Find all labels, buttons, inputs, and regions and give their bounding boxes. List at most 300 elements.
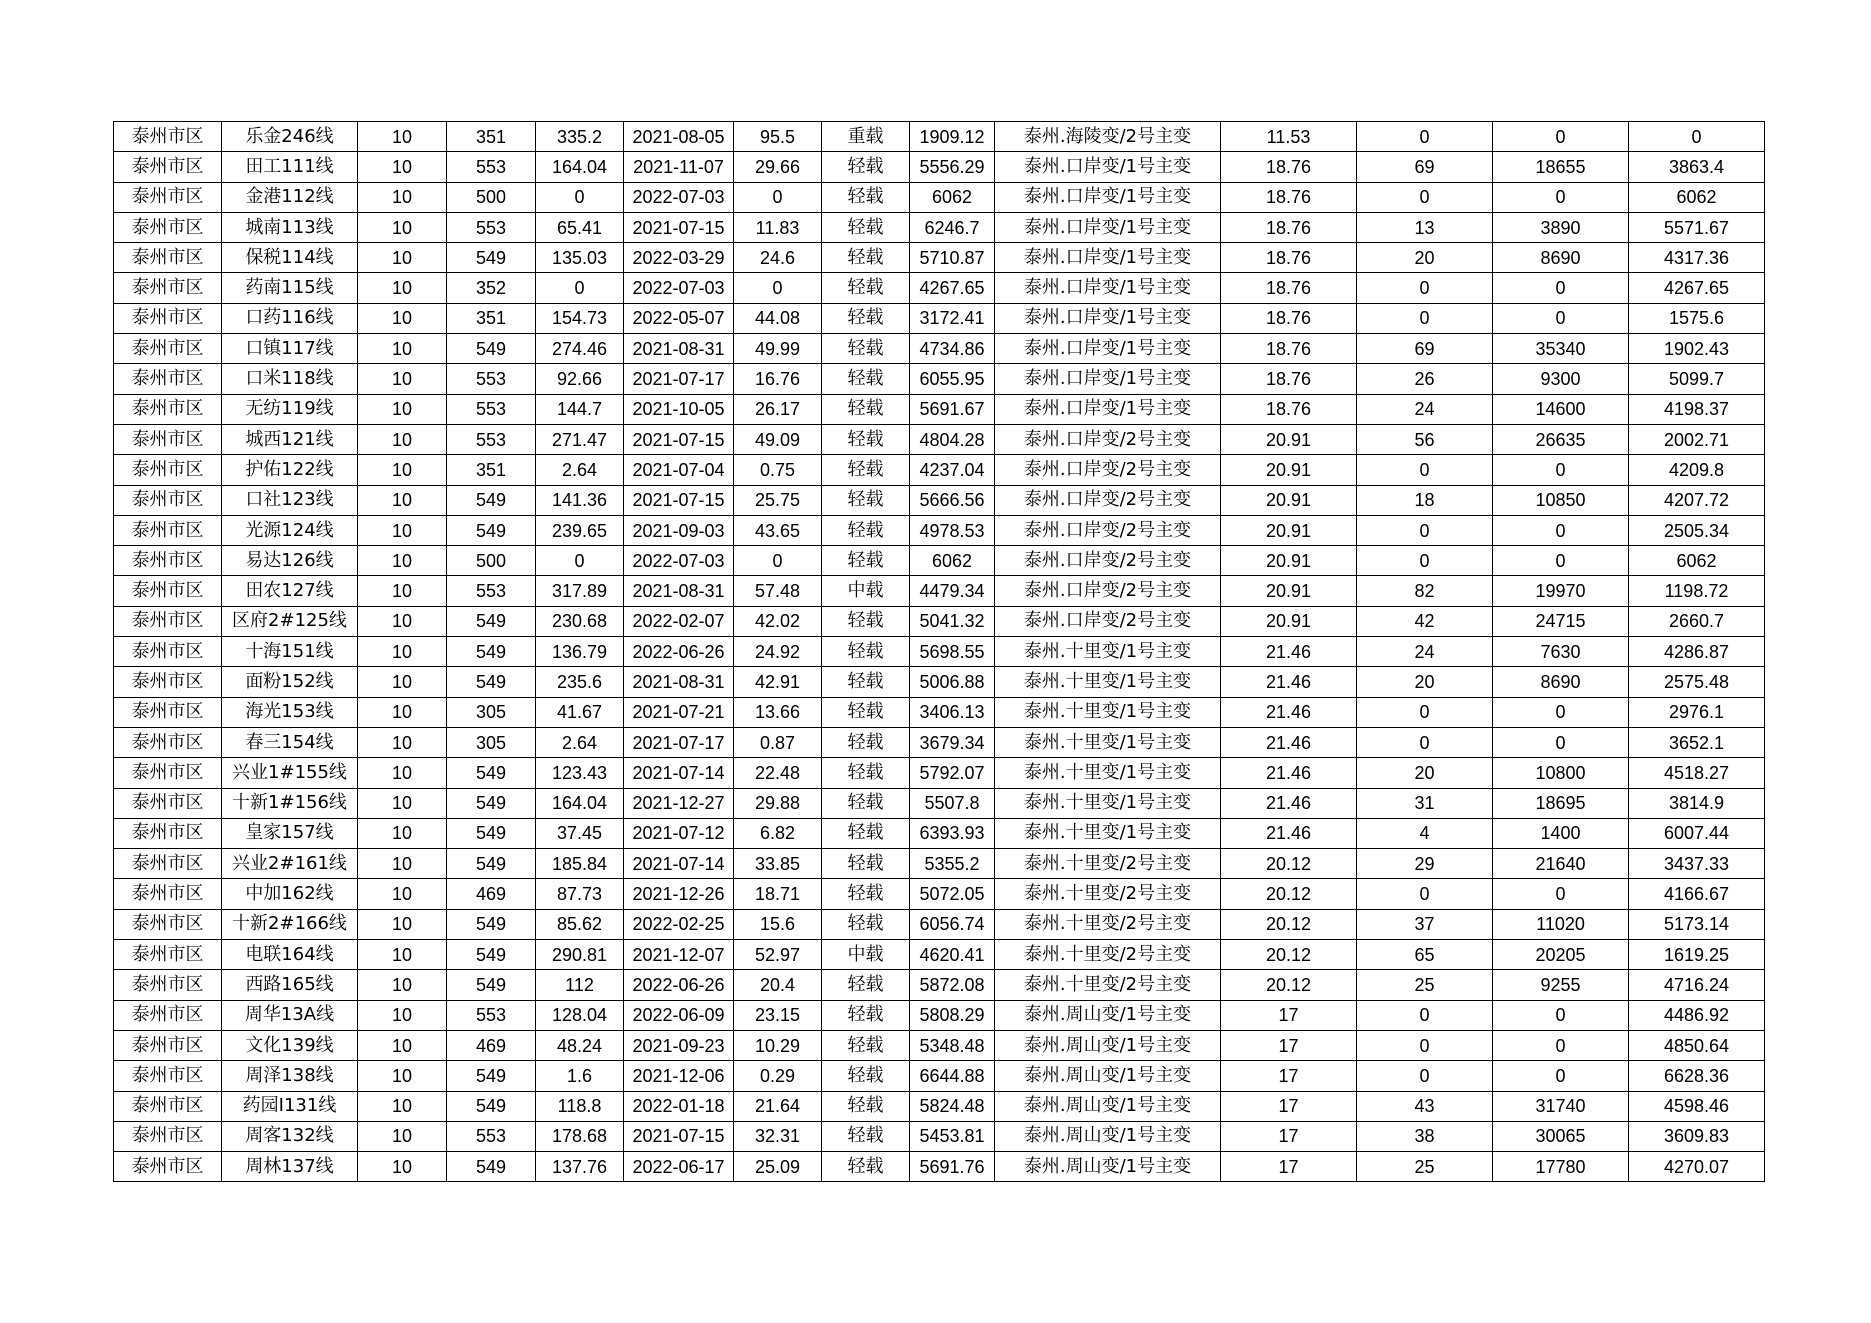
date-cell: 2022-07-03 <box>624 182 734 212</box>
area-cell: 泰州市区 <box>114 546 222 576</box>
count-cell: 38 <box>1357 1121 1493 1151</box>
remaining-capacity-cell: 0 <box>1629 122 1765 152</box>
voltage-cell: 10 <box>358 243 447 273</box>
table-row <box>114 182 1765 212</box>
transformer-cell: 泰州.口岸变/2号主变 <box>995 485 1221 515</box>
transformer-cell: 泰州.十里变/1号主变 <box>995 758 1221 788</box>
area-cell: 泰州市区 <box>114 1061 222 1091</box>
available-capacity-cell: 6246.7 <box>910 212 995 242</box>
count-cell: 0 <box>1357 455 1493 485</box>
max-load-cell: 178.68 <box>536 1121 624 1151</box>
load-status-cell: 轻载 <box>822 273 910 303</box>
transformer-cell: 泰州.十里变/1号主变 <box>995 637 1221 667</box>
area-cell: 泰州市区 <box>114 879 222 909</box>
table-row <box>114 1121 1765 1151</box>
remaining-capacity-cell: 1619.25 <box>1629 940 1765 970</box>
area-cell: 泰州市区 <box>114 1000 222 1030</box>
capacity-cell: 553 <box>447 1121 536 1151</box>
count-cell: 20 <box>1357 667 1493 697</box>
load-rate-cell: 32.31 <box>734 1121 822 1151</box>
remaining-capacity-cell: 6062 <box>1629 182 1765 212</box>
transformer-load-cell: 18.76 <box>1221 182 1357 212</box>
area-cell: 泰州市区 <box>114 212 222 242</box>
count-cell: 0 <box>1357 1000 1493 1030</box>
installed-capacity-cell: 0 <box>1493 879 1629 909</box>
installed-capacity-cell: 18655 <box>1493 152 1629 182</box>
transformer-load-cell: 21.46 <box>1221 818 1357 848</box>
table-row <box>114 122 1765 152</box>
installed-capacity-cell: 18695 <box>1493 788 1629 818</box>
remaining-capacity-cell: 2505.34 <box>1629 515 1765 545</box>
count-cell: 43 <box>1357 1091 1493 1121</box>
transformer-cell: 泰州.口岸变/1号主变 <box>995 152 1221 182</box>
transformer-cell: 泰州.口岸变/2号主变 <box>995 424 1221 454</box>
capacity-cell: 549 <box>447 788 536 818</box>
voltage-cell: 10 <box>358 1091 447 1121</box>
table-row <box>114 212 1765 242</box>
area-cell: 泰州市区 <box>114 364 222 394</box>
feeder-name-cell: 中加162线 <box>222 879 358 909</box>
feeder-name-cell: 面粉152线 <box>222 667 358 697</box>
capacity-cell: 549 <box>447 334 536 364</box>
voltage-cell: 10 <box>358 1061 447 1091</box>
load-status-cell: 轻载 <box>822 1061 910 1091</box>
date-cell: 2022-06-26 <box>624 637 734 667</box>
available-capacity-cell: 5355.2 <box>910 849 995 879</box>
table-row <box>114 1091 1765 1121</box>
transformer-load-cell: 17 <box>1221 1061 1357 1091</box>
transformer-cell: 泰州.口岸变/2号主变 <box>995 546 1221 576</box>
installed-capacity-cell: 1400 <box>1493 818 1629 848</box>
count-cell: 29 <box>1357 849 1493 879</box>
transformer-load-cell: 20.12 <box>1221 909 1357 939</box>
transformer-load-cell: 20.91 <box>1221 455 1357 485</box>
feeder-name-cell: 田工111线 <box>222 152 358 182</box>
remaining-capacity-cell: 4166.67 <box>1629 879 1765 909</box>
area-cell: 泰州市区 <box>114 515 222 545</box>
load-rate-cell: 13.66 <box>734 697 822 727</box>
max-load-cell: 0 <box>536 273 624 303</box>
transformer-load-cell: 20.12 <box>1221 940 1357 970</box>
transformer-load-cell: 21.46 <box>1221 727 1357 757</box>
count-cell: 65 <box>1357 940 1493 970</box>
max-load-cell: 154.73 <box>536 303 624 333</box>
load-status-cell: 轻载 <box>822 364 910 394</box>
load-rate-cell: 26.17 <box>734 394 822 424</box>
count-cell: 0 <box>1357 879 1493 909</box>
date-cell: 2021-10-05 <box>624 394 734 424</box>
load-status-cell: 轻载 <box>822 303 910 333</box>
load-status-cell: 轻载 <box>822 818 910 848</box>
load-status-cell: 轻载 <box>822 515 910 545</box>
table-row <box>114 727 1765 757</box>
load-status-cell: 轻载 <box>822 485 910 515</box>
area-cell: 泰州市区 <box>114 788 222 818</box>
load-rate-cell: 49.99 <box>734 334 822 364</box>
transformer-load-cell: 21.46 <box>1221 637 1357 667</box>
capacity-cell: 549 <box>447 243 536 273</box>
count-cell: 20 <box>1357 758 1493 788</box>
transformer-load-cell: 21.46 <box>1221 758 1357 788</box>
remaining-capacity-cell: 4286.87 <box>1629 637 1765 667</box>
max-load-cell: 112 <box>536 970 624 1000</box>
feeder-name-cell: 金港112线 <box>222 182 358 212</box>
installed-capacity-cell: 0 <box>1493 273 1629 303</box>
available-capacity-cell: 5824.48 <box>910 1091 995 1121</box>
voltage-cell: 10 <box>358 424 447 454</box>
max-load-cell: 135.03 <box>536 243 624 273</box>
remaining-capacity-cell: 4317.36 <box>1629 243 1765 273</box>
load-rate-cell: 22.48 <box>734 758 822 788</box>
installed-capacity-cell: 0 <box>1493 515 1629 545</box>
date-cell: 2021-07-17 <box>624 364 734 394</box>
voltage-cell: 10 <box>358 1000 447 1030</box>
area-cell: 泰州市区 <box>114 1121 222 1151</box>
load-status-cell: 轻载 <box>822 546 910 576</box>
table-row <box>114 1030 1765 1060</box>
remaining-capacity-cell: 4716.24 <box>1629 970 1765 1000</box>
count-cell: 0 <box>1357 122 1493 152</box>
max-load-cell: 2.64 <box>536 727 624 757</box>
transformer-load-cell: 20.91 <box>1221 515 1357 545</box>
table-row <box>114 667 1765 697</box>
count-cell: 42 <box>1357 606 1493 636</box>
table-row <box>114 849 1765 879</box>
voltage-cell: 10 <box>358 303 447 333</box>
date-cell: 2021-12-26 <box>624 879 734 909</box>
transformer-cell: 泰州.口岸变/1号主变 <box>995 334 1221 364</box>
max-load-cell: 271.47 <box>536 424 624 454</box>
load-rate-cell: 0.75 <box>734 455 822 485</box>
feeder-name-cell: 药园I131线 <box>222 1091 358 1121</box>
transformer-load-cell: 17 <box>1221 1000 1357 1030</box>
voltage-cell: 10 <box>358 818 447 848</box>
count-cell: 26 <box>1357 364 1493 394</box>
installed-capacity-cell: 0 <box>1493 455 1629 485</box>
max-load-cell: 87.73 <box>536 879 624 909</box>
area-cell: 泰州市区 <box>114 273 222 303</box>
voltage-cell: 10 <box>358 576 447 606</box>
installed-capacity-cell: 0 <box>1493 727 1629 757</box>
available-capacity-cell: 3679.34 <box>910 727 995 757</box>
max-load-cell: 136.79 <box>536 637 624 667</box>
load-rate-cell: 20.4 <box>734 970 822 1000</box>
transformer-cell: 泰州.口岸变/2号主变 <box>995 515 1221 545</box>
available-capacity-cell: 6062 <box>910 182 995 212</box>
date-cell: 2022-02-07 <box>624 606 734 636</box>
area-cell: 泰州市区 <box>114 758 222 788</box>
date-cell: 2021-07-15 <box>624 485 734 515</box>
voltage-cell: 10 <box>358 1121 447 1151</box>
table-row <box>114 152 1765 182</box>
count-cell: 0 <box>1357 303 1493 333</box>
transformer-load-cell: 18.76 <box>1221 243 1357 273</box>
max-load-cell: 137.76 <box>536 1152 624 1182</box>
available-capacity-cell: 4267.65 <box>910 273 995 303</box>
available-capacity-cell: 5006.88 <box>910 667 995 697</box>
installed-capacity-cell: 0 <box>1493 1000 1629 1030</box>
available-capacity-cell: 5691.76 <box>910 1152 995 1182</box>
table-row <box>114 576 1765 606</box>
feeder-name-cell: 周华13A线 <box>222 1000 358 1030</box>
feeder-name-cell: 易达126线 <box>222 546 358 576</box>
capacity-cell: 351 <box>447 303 536 333</box>
transformer-load-cell: 21.46 <box>1221 788 1357 818</box>
load-status-cell: 轻载 <box>822 243 910 273</box>
max-load-cell: 230.68 <box>536 606 624 636</box>
feeder-name-cell: 电联164线 <box>222 940 358 970</box>
max-load-cell: 92.66 <box>536 364 624 394</box>
date-cell: 2021-07-15 <box>624 1121 734 1151</box>
transformer-cell: 泰州.口岸变/2号主变 <box>995 455 1221 485</box>
capacity-cell: 500 <box>447 546 536 576</box>
voltage-cell: 10 <box>358 1030 447 1060</box>
table-row <box>114 485 1765 515</box>
feeder-name-cell: 口镇117线 <box>222 334 358 364</box>
count-cell: 0 <box>1357 182 1493 212</box>
transformer-load-cell: 18.76 <box>1221 212 1357 242</box>
feeder-name-cell: 周客132线 <box>222 1121 358 1151</box>
date-cell: 2021-11-07 <box>624 152 734 182</box>
voltage-cell: 10 <box>358 273 447 303</box>
table-row <box>114 364 1765 394</box>
area-cell: 泰州市区 <box>114 243 222 273</box>
date-cell: 2021-08-05 <box>624 122 734 152</box>
date-cell: 2022-07-03 <box>624 273 734 303</box>
area-cell: 泰州市区 <box>114 334 222 364</box>
available-capacity-cell: 5808.29 <box>910 1000 995 1030</box>
transformer-cell: 泰州.十里变/1号主变 <box>995 818 1221 848</box>
max-load-cell: 123.43 <box>536 758 624 788</box>
count-cell: 24 <box>1357 637 1493 667</box>
load-status-cell: 轻载 <box>822 788 910 818</box>
voltage-cell: 10 <box>358 485 447 515</box>
voltage-cell: 10 <box>358 667 447 697</box>
date-cell: 2021-07-15 <box>624 212 734 242</box>
installed-capacity-cell: 0 <box>1493 546 1629 576</box>
max-load-cell: 0 <box>536 182 624 212</box>
available-capacity-cell: 5348.48 <box>910 1030 995 1060</box>
capacity-cell: 305 <box>447 727 536 757</box>
capacity-cell: 352 <box>447 273 536 303</box>
remaining-capacity-cell: 4598.46 <box>1629 1091 1765 1121</box>
transformer-load-cell: 17 <box>1221 1121 1357 1151</box>
area-cell: 泰州市区 <box>114 182 222 212</box>
date-cell: 2021-07-12 <box>624 818 734 848</box>
available-capacity-cell: 4620.41 <box>910 940 995 970</box>
transformer-cell: 泰州.十里变/2号主变 <box>995 909 1221 939</box>
load-rate-cell: 6.82 <box>734 818 822 848</box>
transformer-cell: 泰州.十里变/1号主变 <box>995 727 1221 757</box>
transformer-cell: 泰州.口岸变/2号主变 <box>995 576 1221 606</box>
voltage-cell: 10 <box>358 879 447 909</box>
installed-capacity-cell: 0 <box>1493 182 1629 212</box>
installed-capacity-cell: 10850 <box>1493 485 1629 515</box>
max-load-cell: 164.04 <box>536 152 624 182</box>
remaining-capacity-cell: 5099.7 <box>1629 364 1765 394</box>
table-row <box>114 334 1765 364</box>
available-capacity-cell: 5710.87 <box>910 243 995 273</box>
date-cell: 2022-07-03 <box>624 546 734 576</box>
installed-capacity-cell: 0 <box>1493 1030 1629 1060</box>
count-cell: 0 <box>1357 273 1493 303</box>
available-capacity-cell: 4237.04 <box>910 455 995 485</box>
load-status-cell: 轻载 <box>822 637 910 667</box>
capacity-cell: 553 <box>447 394 536 424</box>
max-load-cell: 37.45 <box>536 818 624 848</box>
count-cell: 0 <box>1357 1061 1493 1091</box>
date-cell: 2022-01-18 <box>624 1091 734 1121</box>
transformer-cell: 泰州.周山变/1号主变 <box>995 1091 1221 1121</box>
date-cell: 2021-12-07 <box>624 940 734 970</box>
load-rate-cell: 15.6 <box>734 909 822 939</box>
capacity-cell: 469 <box>447 1030 536 1060</box>
transformer-cell: 泰州.口岸变/1号主变 <box>995 212 1221 242</box>
transformer-load-cell: 20.12 <box>1221 879 1357 909</box>
load-status-cell: 轻载 <box>822 879 910 909</box>
capacity-cell: 553 <box>447 364 536 394</box>
feeder-name-cell: 西路165线 <box>222 970 358 1000</box>
capacity-cell: 469 <box>447 879 536 909</box>
available-capacity-cell: 5072.05 <box>910 879 995 909</box>
available-capacity-cell: 4978.53 <box>910 515 995 545</box>
feeder-name-cell: 保税114线 <box>222 243 358 273</box>
area-cell: 泰州市区 <box>114 697 222 727</box>
load-status-cell: 轻载 <box>822 1091 910 1121</box>
max-load-cell: 185.84 <box>536 849 624 879</box>
transformer-cell: 泰州.口岸变/1号主变 <box>995 182 1221 212</box>
table-row <box>114 940 1765 970</box>
load-rate-cell: 43.65 <box>734 515 822 545</box>
capacity-cell: 549 <box>447 940 536 970</box>
count-cell: 31 <box>1357 788 1493 818</box>
transformer-cell: 泰州.口岸变/1号主变 <box>995 243 1221 273</box>
load-rate-cell: 33.85 <box>734 849 822 879</box>
voltage-cell: 10 <box>358 970 447 1000</box>
transformer-load-cell: 20.91 <box>1221 606 1357 636</box>
load-rate-cell: 42.91 <box>734 667 822 697</box>
table-row <box>114 515 1765 545</box>
load-rate-cell: 25.09 <box>734 1152 822 1182</box>
load-status-cell: 轻载 <box>822 212 910 242</box>
max-load-cell: 85.62 <box>536 909 624 939</box>
date-cell: 2021-07-14 <box>624 849 734 879</box>
feeder-name-cell: 城南113线 <box>222 212 358 242</box>
capacity-cell: 549 <box>447 485 536 515</box>
remaining-capacity-cell: 4518.27 <box>1629 758 1765 788</box>
capacity-cell: 553 <box>447 576 536 606</box>
installed-capacity-cell: 9255 <box>1493 970 1629 1000</box>
installed-capacity-cell: 35340 <box>1493 334 1629 364</box>
remaining-capacity-cell: 3814.9 <box>1629 788 1765 818</box>
remaining-capacity-cell: 4207.72 <box>1629 485 1765 515</box>
voltage-cell: 10 <box>358 364 447 394</box>
date-cell: 2022-06-26 <box>624 970 734 1000</box>
voltage-cell: 10 <box>358 515 447 545</box>
load-status-cell: 轻载 <box>822 606 910 636</box>
load-status-cell: 轻载 <box>822 667 910 697</box>
remaining-capacity-cell: 1902.43 <box>1629 334 1765 364</box>
transformer-load-cell: 17 <box>1221 1152 1357 1182</box>
date-cell: 2021-07-14 <box>624 758 734 788</box>
table-row <box>114 758 1765 788</box>
transformer-cell: 泰州.十里变/2号主变 <box>995 940 1221 970</box>
area-cell: 泰州市区 <box>114 455 222 485</box>
installed-capacity-cell: 8690 <box>1493 243 1629 273</box>
load-status-cell: 轻载 <box>822 970 910 1000</box>
load-rate-cell: 0 <box>734 273 822 303</box>
date-cell: 2021-09-23 <box>624 1030 734 1060</box>
load-rate-cell: 16.76 <box>734 364 822 394</box>
transformer-load-cell: 18.76 <box>1221 273 1357 303</box>
area-cell: 泰州市区 <box>114 485 222 515</box>
installed-capacity-cell: 17780 <box>1493 1152 1629 1182</box>
load-rate-cell: 42.02 <box>734 606 822 636</box>
load-status-cell: 轻载 <box>822 849 910 879</box>
area-cell: 泰州市区 <box>114 606 222 636</box>
remaining-capacity-cell: 4270.07 <box>1629 1152 1765 1182</box>
area-cell: 泰州市区 <box>114 303 222 333</box>
installed-capacity-cell: 31740 <box>1493 1091 1629 1121</box>
transformer-load-cell: 17 <box>1221 1030 1357 1060</box>
load-status-cell: 轻载 <box>822 727 910 757</box>
feeder-name-cell: 口米118线 <box>222 364 358 394</box>
remaining-capacity-cell: 1575.6 <box>1629 303 1765 333</box>
transformer-load-cell: 18.76 <box>1221 394 1357 424</box>
feeder-name-cell: 海光153线 <box>222 697 358 727</box>
installed-capacity-cell: 20205 <box>1493 940 1629 970</box>
capacity-cell: 549 <box>447 909 536 939</box>
transformer-cell: 泰州.口岸变/1号主变 <box>995 394 1221 424</box>
voltage-cell: 10 <box>358 788 447 818</box>
count-cell: 82 <box>1357 576 1493 606</box>
load-rate-cell: 0.29 <box>734 1061 822 1091</box>
available-capacity-cell: 5666.56 <box>910 485 995 515</box>
remaining-capacity-cell: 3609.83 <box>1629 1121 1765 1151</box>
transformer-load-cell: 21.46 <box>1221 667 1357 697</box>
transformer-load-cell: 21.46 <box>1221 697 1357 727</box>
date-cell: 2021-07-04 <box>624 455 734 485</box>
load-rate-cell: 18.71 <box>734 879 822 909</box>
feeder-name-cell: 口社123线 <box>222 485 358 515</box>
area-cell: 泰州市区 <box>114 1030 222 1060</box>
capacity-cell: 549 <box>447 758 536 788</box>
voltage-cell: 10 <box>358 849 447 879</box>
transformer-cell: 泰州.口岸变/2号主变 <box>995 606 1221 636</box>
capacity-cell: 549 <box>447 1061 536 1091</box>
transformer-cell: 泰州.周山变/1号主变 <box>995 1061 1221 1091</box>
feeder-name-cell: 兴业2#161线 <box>222 849 358 879</box>
available-capacity-cell: 3406.13 <box>910 697 995 727</box>
table-row <box>114 546 1765 576</box>
available-capacity-cell: 6055.95 <box>910 364 995 394</box>
table-row <box>114 455 1765 485</box>
feeder-name-cell: 口药116线 <box>222 303 358 333</box>
max-load-cell: 0 <box>536 546 624 576</box>
installed-capacity-cell: 14600 <box>1493 394 1629 424</box>
count-cell: 25 <box>1357 1152 1493 1182</box>
available-capacity-cell: 5041.32 <box>910 606 995 636</box>
installed-capacity-cell: 0 <box>1493 697 1629 727</box>
transformer-load-cell: 18.76 <box>1221 364 1357 394</box>
capacity-cell: 549 <box>447 1152 536 1182</box>
installed-capacity-cell: 3890 <box>1493 212 1629 242</box>
count-cell: 24 <box>1357 394 1493 424</box>
load-rate-cell: 24.92 <box>734 637 822 667</box>
available-capacity-cell: 3172.41 <box>910 303 995 333</box>
feeder-name-cell: 春三154线 <box>222 727 358 757</box>
feeder-name-cell: 周泽138线 <box>222 1061 358 1091</box>
